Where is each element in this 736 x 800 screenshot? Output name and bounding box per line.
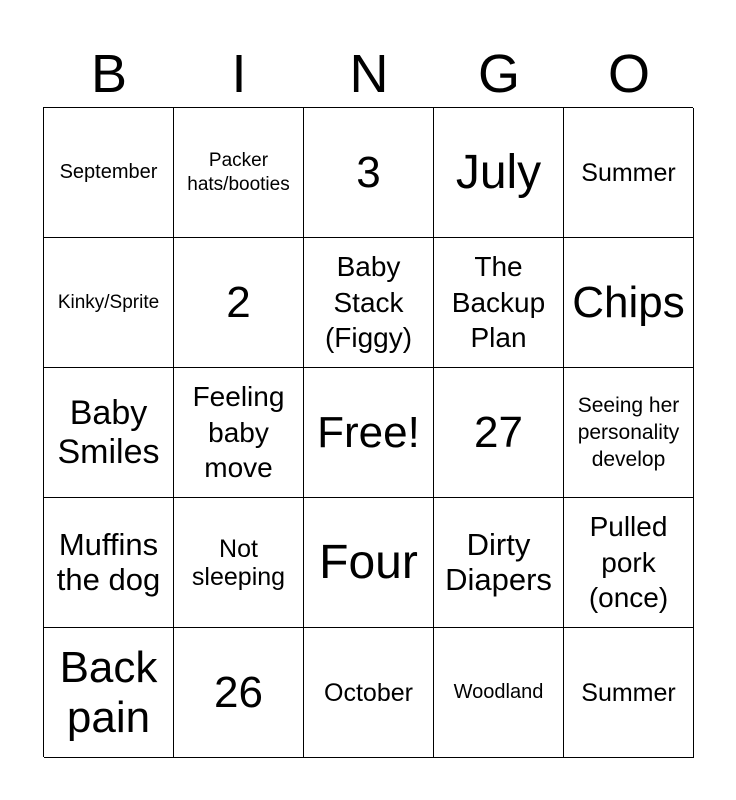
bingo-cell[interactable]: Free! bbox=[304, 368, 434, 498]
bingo-cell[interactable]: Woodland bbox=[434, 628, 564, 758]
bingo-cell[interactable]: Baby Stack (Figgy) bbox=[304, 238, 434, 368]
bingo-cell[interactable]: 26 bbox=[174, 628, 304, 758]
header-letter-n: N bbox=[349, 44, 389, 104]
header-letter-i: I bbox=[231, 44, 247, 104]
bingo-header bbox=[44, 40, 694, 108]
bingo-cell[interactable]: Four bbox=[304, 498, 434, 628]
header-letter-b: B bbox=[90, 44, 128, 104]
bingo-cell[interactable]: Kinky/Sprite bbox=[44, 238, 174, 368]
bingo-cell[interactable]: Packer hats/booties bbox=[174, 108, 304, 238]
bingo-cell[interactable]: Pulled pork (once) bbox=[564, 498, 694, 628]
bingo-cell[interactable]: The Backup Plan bbox=[434, 238, 564, 368]
header-letter-o: O bbox=[607, 44, 650, 104]
bingo-cell[interactable]: Baby Smiles bbox=[44, 368, 174, 498]
bingo-cell[interactable]: Not sleeping bbox=[174, 498, 304, 628]
bingo-cell[interactable]: Feeling baby move bbox=[174, 368, 304, 498]
header-letter-g: G bbox=[477, 44, 520, 104]
bingo-cell[interactable]: Seeing her personality develop bbox=[564, 368, 694, 498]
bingo-cell[interactable]: Muffins the dog bbox=[44, 498, 174, 628]
bingo-cell[interactable]: July bbox=[434, 108, 564, 238]
bingo-cell[interactable]: Summer bbox=[564, 628, 694, 758]
bingo-cell[interactable]: 3 bbox=[304, 108, 434, 238]
bingo-cell[interactable]: 2 bbox=[174, 238, 304, 368]
bingo-board bbox=[43, 107, 693, 757]
bingo-cell[interactable]: October bbox=[304, 628, 434, 758]
bingo-cell[interactable]: Summer bbox=[564, 108, 694, 238]
bingo-cell[interactable]: 27 bbox=[434, 368, 564, 498]
bingo-cell[interactable]: Back pain bbox=[44, 628, 174, 758]
bingo-cell[interactable]: Chips bbox=[564, 238, 694, 368]
bingo-cell[interactable]: Dirty Diapers bbox=[434, 498, 564, 628]
bingo-cell[interactable]: September bbox=[44, 108, 174, 238]
